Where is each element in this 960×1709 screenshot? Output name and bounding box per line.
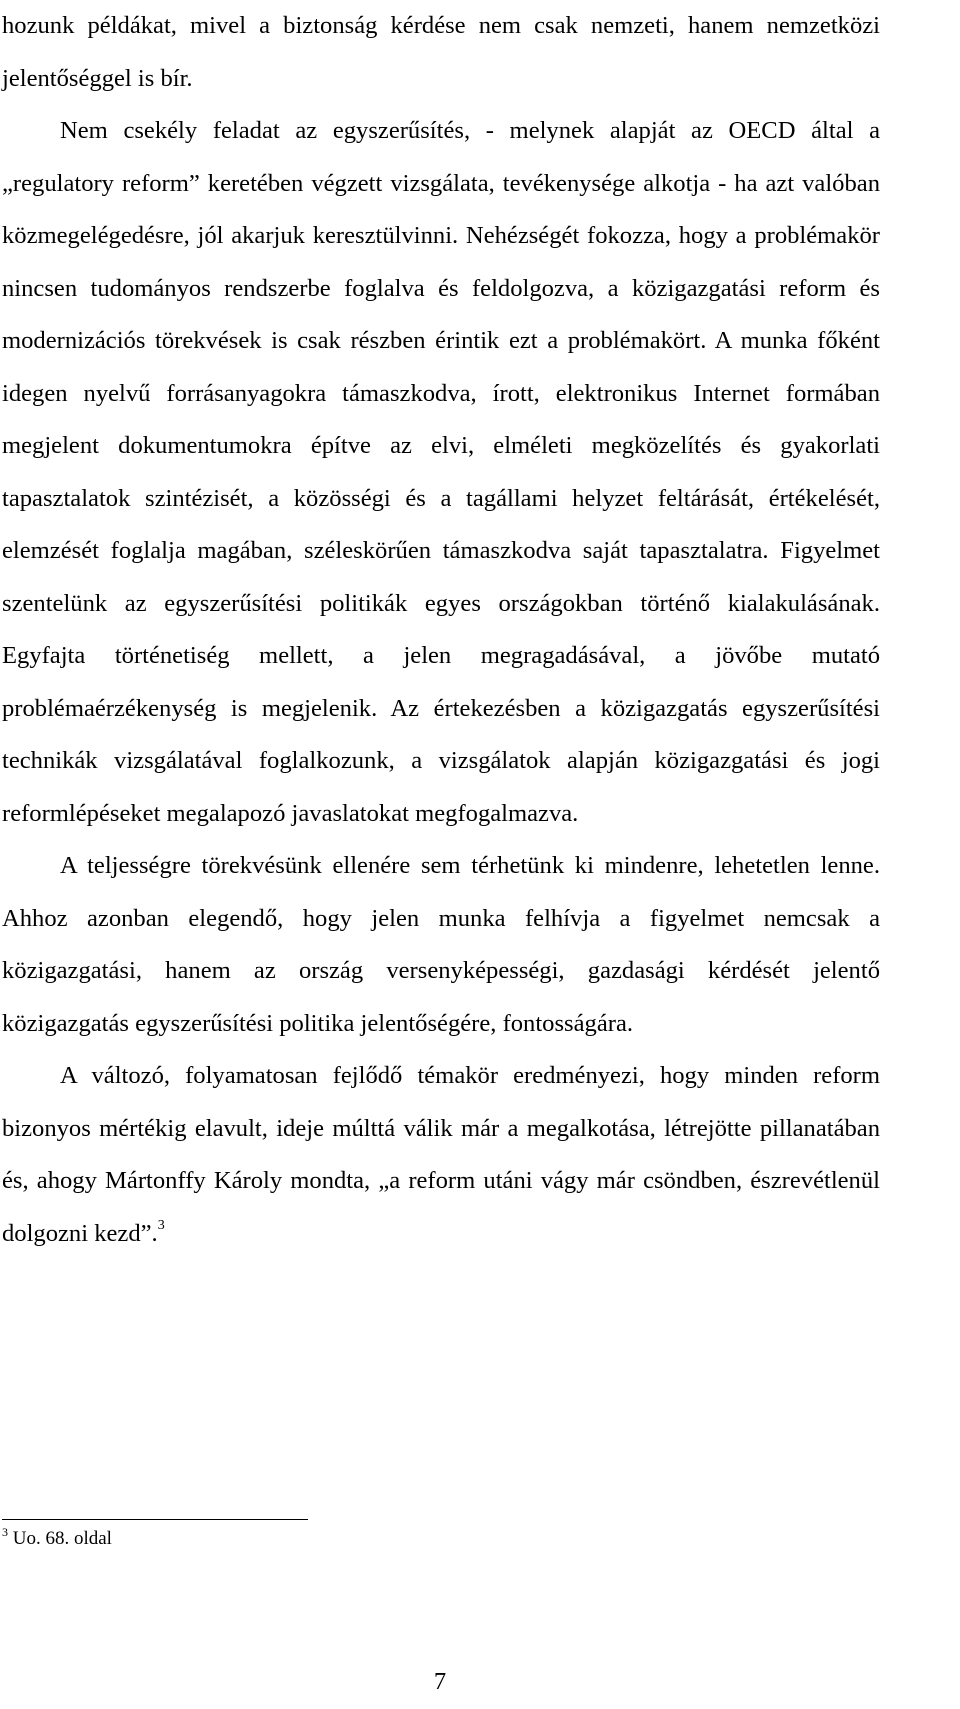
footnote [2, 1525, 112, 1551]
footnote-separator [2, 1519, 308, 1520]
paragraph-2: Nem csekély feladat az egyszerűsítés, - melynek alapját az OECD által a „regulatory reform” keretében végzett vizsgálata, tevékenysége alkotja - ha azt valóban közmegelégedésre, jól akarjuk keresztülvinni. Nehézségét fokozza, hogy a problémakör nincsen tudományos rendszerbe foglalva és feldolgozva, a közigazgatási reform és modernizációs törekvések is csak részben érintik ezt a problémakört. A munka főként idegen nyelvű forrásanyagokra támaszkodva, írott, elektronikus Internet formában megjelent dokumentumokra építve az elvi, elméleti megközelítés és gyakorlati tapasztalatok szintézisét, a közösségi és a tagállami helyzet feltárását, értékelését, elemzését foglalja magában, széleskörűen támaszkodva saját tapasztalatra. Figyelmet szentelünk az egyszerűsítési politikák egyes országokban történő kialakulásának. Egyfajta történetiség mellett, a jelen megragadásával, a jövőbe mutató problémaérzékenység is megjelenik. Az értekezésben a közigazgatás egyszerűsítési technikák vizsgálatával foglalkozunk, a vizsgálatok alapján közigazgatási és jogi reformlépéseket megalapozó javaslatokat megfogalmazva. [2, 117, 880, 827]
page-number: 7 [433, 1668, 447, 1695]
body-text [2, 0, 880, 1260]
paragraph-4 [2, 1050, 880, 1260]
paragraph-3: A teljességre törekvésünk ellenére sem térhetünk ki mindenre, lehetetlen lenne. Ahhoz azonban elegendő, hogy jelen munka felhívja a figyelmet nemcsak a közigazgatási, hanem az ország versenyképességi, gazdasági kérdését jelentő közigazgatás egyszerűsítési politika jelentőségére, fontosságára. [2, 852, 880, 1037]
footnote-text: Uo. 68. oldal [8, 1528, 112, 1549]
paragraph-1: hozunk példákat, mivel a biztonság kérdése nem csak nemzeti, hanem nemzetközi jelentőséggel is bír. [2, 12, 880, 92]
paragraph-4-text: A változó, folyamatosan fejlődő témakör eredményezi, hogy minden reform bizonyos mértékig elavult, ideje múlttá válik már a megalkotása, létrejötte pillanatában és, ahogy Mártonffy Károly mondta, „a reform utáni vágy már csöndben, észrevétlenül dolgozni kezd”. [2, 1062, 880, 1247]
footnote-reference: 3 [157, 1217, 165, 1233]
footnote-mark: 3 [2, 1525, 8, 1539]
